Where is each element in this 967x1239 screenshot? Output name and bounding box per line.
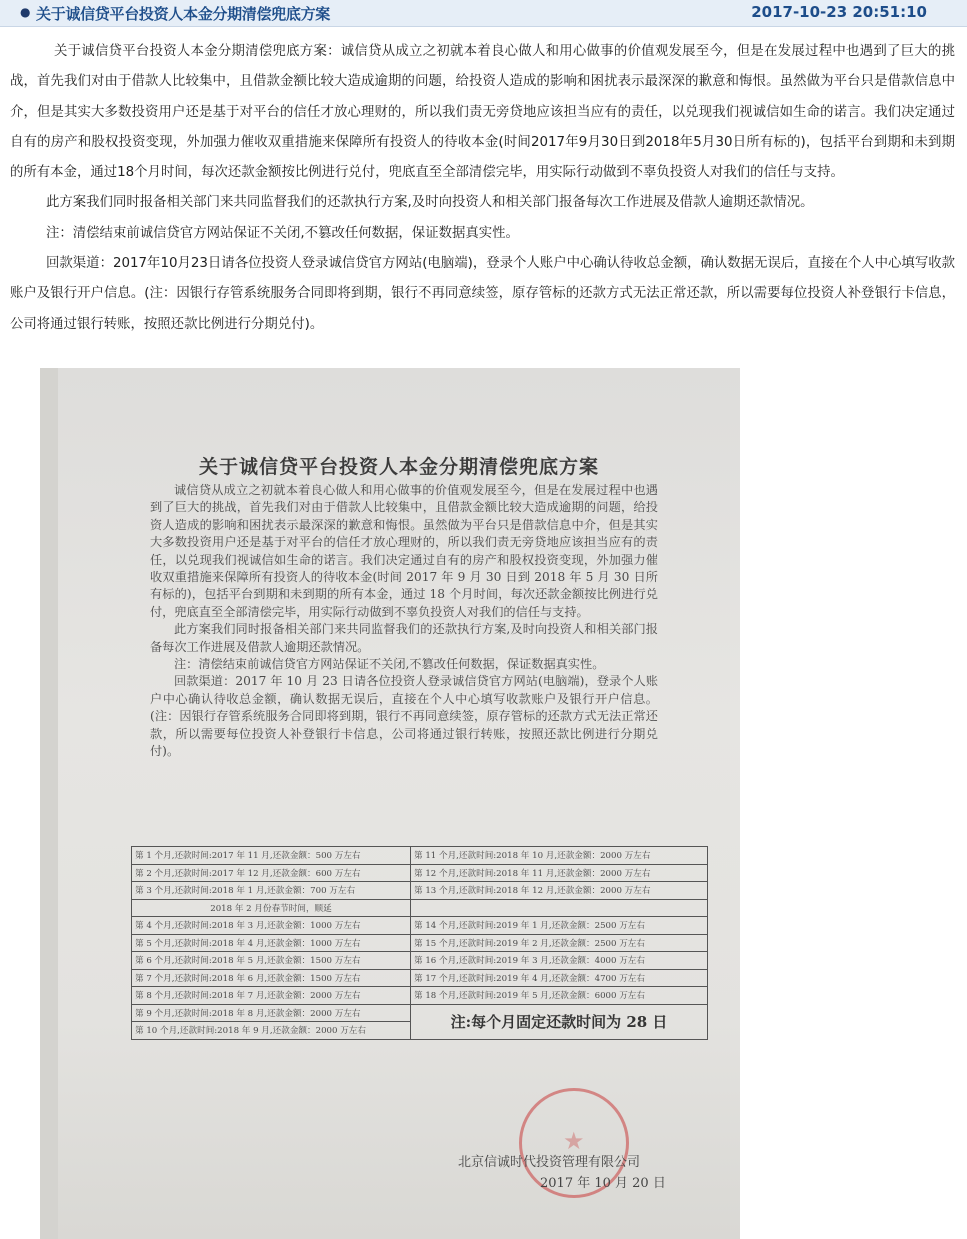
schedule-cell: 第 3 个月,还款时间:2018 年 1 月,还款金额：700 万左右 (132, 882, 411, 900)
document-title: 关于诚信贷平台投资人本金分期清偿兜底方案 (198, 456, 599, 478)
schedule-cell: 第 4 个月,还款时间:2018 年 3 月,还款金额：1000 万左右 (132, 917, 411, 935)
schedule-cell: 第 11 个月,还款时间:2018 年 10 月,还款金额：2000 万左右 (411, 847, 708, 865)
schedule-cell: 第 14 个月,还款时间:2019 年 1 月,还款金额：2500 万左右 (411, 917, 708, 935)
table-row (132, 934, 708, 952)
schedule-cell: 第 16 个月,还款时间:2019 年 3 月,还款金额：4000 万左右 (411, 952, 708, 970)
article-title[interactable]: 关于诚信贷平台投资人本金分期清偿兜底方案 (36, 5, 331, 23)
schedule-note: 注:每个月固定还款时间为 28 日 (411, 1004, 708, 1039)
document-paragraph: 此方案我们同时报备相关部门来共同监督我们的还款执行方案,及时向投资人和相关部门报备每次工作进展及借款人逾期还款情况。 (150, 622, 658, 654)
table-row (132, 864, 708, 882)
table-row (132, 952, 708, 970)
seal-star-icon: ★ (563, 1127, 585, 1155)
article-paragraph: 回款渠道：2017年10月23日请各位投资人登录诚信贷官方网站(电脑端)，登录个人账户中心确认待收总金额，确认数据无误后，直接在个人中心填写收款账户及银行开户信息。(注：因银行存管系统服务合同即将到期，银行不再同意续签，原存管标的还款方式无法正常还款，所以需要每位投资人补登银行卡信息，公司将通过银行转账，按照还款比例进行分期兑付)。 (10, 256, 955, 332)
table-row (132, 882, 708, 900)
schedule-cell: 第 17 个月,还款时间:2019 年 4 月,还款金额：4700 万左右 (411, 969, 708, 987)
schedule-cell: 第 15 个月,还款时间:2019 年 2 月,还款金额：2500 万左右 (411, 934, 708, 952)
table-row (132, 987, 708, 1005)
schedule-cell: 第 7 个月,还款时间:2018 年 6 月,还款金额：1500 万左右 (132, 969, 411, 987)
document-paragraph: 注：清偿结束前诚信贷官方网站保证不关闭,不篡改任何数据，保证数据真实性。 (174, 657, 605, 672)
schedule-cell: 第 18 个月,还款时间:2019 年 5 月,还款金额：6000 万左右 (411, 987, 708, 1005)
table-row (132, 1004, 708, 1022)
repayment-schedule-table (131, 846, 708, 1040)
schedule-cell: 第 6 个月,还款时间:2018 年 5 月,还款金额：1500 万左右 (132, 952, 411, 970)
schedule-cell: 第 9 个月,还款时间:2018 年 8 月,还款金额：2000 万左右 (132, 1004, 411, 1022)
article-paragraph: 注：清偿结束前诚信贷官方网站保证不关闭,不篡改任何数据，保证数据真实性。 (46, 225, 519, 241)
schedule-cell: 第 12 个月,还款时间:2018 年 11 月,还款金额：2000 万左右 (411, 864, 708, 882)
schedule-cell: 第 10 个月,还款时间:2018 年 9 月,还款金额：2000 万左右 (132, 1022, 411, 1040)
schedule-cell: 2018 年 2 月份春节时间，顺延 (132, 899, 411, 917)
schedule-cell: 第 13 个月,还款时间:2018 年 12 月,还款金额：2000 万左右 (411, 882, 708, 900)
document-paragraph: 诚信贷从成立之初就本着良心做人和用心做事的价值观发展至今，但是在发展过程中也遇到了巨大的挑战，首先我们对由于借款人比较集中，且借款金额比较大造成逾期的问题，给投资人造成的影响和困扰表示最深深的歉意和悔恨。虽然做为平台只是借款信息中介，但是其实大多数投资用户还是基于对平台的信任才放心理财的，所以我们责无旁贷地应该担当应有的责任，以兑现我们视诚信如生命的诺言。我们决定通过自有的房产和股权投资变现，外加强力催收双重措施来保障所有投资人的待收本金(时间 2017 年 9 月 30 日到 2018 年 5 月 30 日所有标的)，包括平台到期和未到期的所有本金，通过 18 个月时间，每次还款金额按比例进行兑付，兜底直至全部清偿完毕，用实际行动做到不辜负投资人对我们的信任与支持。 (150, 483, 658, 619)
document-photo (40, 368, 740, 1239)
schedule-cell (411, 899, 708, 917)
article-paragraph: 此方案我们同时报备相关部门来共同监督我们的还款执行方案,及时向投资人和相关部门报备每次工作进展及借款人逾期还款情况。 (46, 195, 814, 211)
article-body (10, 37, 955, 340)
schedule-cell: 第 5 个月,还款时间:2018 年 4 月,还款金额：1000 万左右 (132, 934, 411, 952)
table-row (132, 969, 708, 987)
table-row (132, 917, 708, 935)
schedule-cell: 第 2 个月,还款时间:2017 年 12 月,还款金额：600 万左右 (132, 864, 411, 882)
article-header (0, 0, 967, 27)
paper-sheet (58, 368, 740, 1239)
article-date: 2017-10-23 20:51:10 (751, 3, 927, 21)
schedule-cell: 第 8 个月,还款时间:2018 年 7 月,还款金额：2000 万左右 (132, 987, 411, 1005)
table-row (132, 847, 708, 865)
document-paragraph: 回款渠道：2017 年 10 月 23 日请各位投资人登录诚信贷官方网站(电脑端)，登录个人账户中心确认待收总金额，确认数据无误后，直接在个人中心填写收款账户及银行开户信息。(注：因银行存管系统服务合同即将到期，银行不再同意续签，原存管标的还款方式无法正常还款，所以需要每位投资人补登银行卡信息，公司将通过银行转账，按照还款比例进行分期兑付)。 (150, 674, 658, 759)
company-name: 北京信诚时代投资管理有限公司 (458, 1155, 641, 1170)
bullet-icon: ● (20, 5, 31, 19)
document-body (150, 482, 658, 761)
schedule-cell: 第 1 个月,还款时间:2017 年 11 月,还款金额：500 万左右 (132, 847, 411, 865)
article-paragraph: 关于诚信贷平台投资人本金分期清偿兜底方案：诚信贷从成立之初就本着良心做人和用心做事的价值观发展至今，但是在发展过程中也遇到了巨大的挑战，首先我们对由于借款人比较集中，且借款金额比较大造成逾期的问题，给投资人造成的影响和困扰表示最深深的歉意和悔恨。虽然做为平台只是借款信息中介，但是其实大多数投资用户还是基于对平台的信任才放心理财的，所以我们责无旁贷地应该担当应有的责任，以兑现我们视诚信如生命的诺言。我们决定通过自有的房产和股权投资变现，外加强力催收双重措施来保障所有投资人的待收本金(时间2017年9月30日到2018年5月30日所有标的)，包括平台到期和未到期的所有本金，通过18个月时间，每次还款金额按比例进行兑付，兜底直至全部清偿完毕，用实际行动做到不辜负投资人对我们的信任与支持。 (10, 44, 955, 181)
table-row (132, 899, 708, 917)
signature-date: 2017 年 10 月 20 日 (540, 1176, 666, 1191)
